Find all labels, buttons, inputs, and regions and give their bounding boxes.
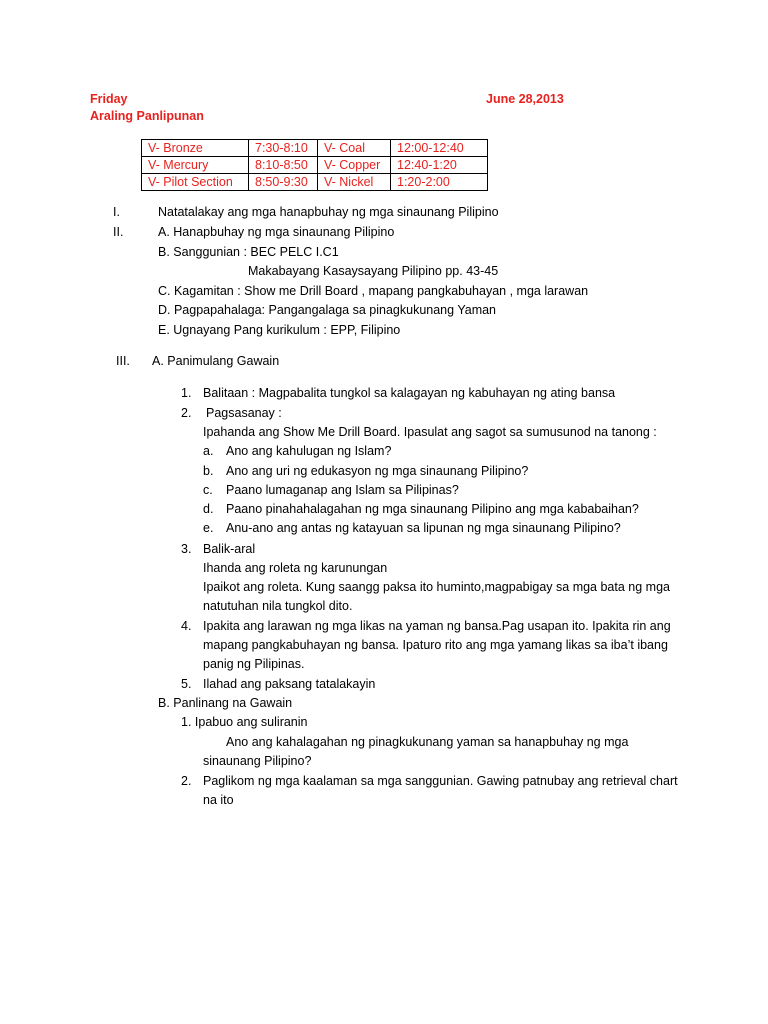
section-2-reference-book: Makabayang Kasaysayang Pilipino pp. 43-45 [248, 264, 499, 278]
list-item-text: mapang pangkabuhayan ng bansa. Ipaturo rito ang mga yamang likas sa iba’t ibang [203, 638, 668, 652]
section-2-reference: B. Sanggunian : BEC PELC I.C1 [158, 245, 339, 259]
section-2-topic: A. Hanapbuhay ng mga sinaunang Pilipino [158, 225, 395, 239]
question-letter: e. [203, 521, 214, 535]
question-text: Paano pinahahalagahan ng mga sinaunang Pilipino ang mga kababaihan? [226, 502, 639, 516]
table-cell: V- Copper [318, 157, 391, 174]
table-cell: 7:30-8:10 [249, 140, 318, 157]
list-item-text: Ipaikot ang roleta. Kung saangg paksa ito huminto,magpabigay sa mga bata ng mga [203, 580, 670, 594]
table-cell: V- Nickel [318, 174, 391, 191]
question-letter: a. [203, 444, 214, 458]
table-cell: 1:20-2:00 [391, 174, 488, 191]
section-2-materials: C. Kagamitan : Show me Drill Board , mapang pangkabuhayan , mga larawan [158, 284, 589, 298]
question-text: Paano lumaganap ang Islam sa Pilipinas? [226, 483, 459, 497]
list-item: Paglikom ng mga kaalaman sa mga sanggunian. Gawing patnubay ang retrieval chart [203, 774, 678, 788]
list-item-text: Ipahanda ang Show Me Drill Board. Ipasulat ang sagot sa sumusunod na tanong : [203, 425, 657, 439]
table-cell: 12:40-1:20 [391, 157, 488, 174]
list-item-text: sinaunang Pilipino? [203, 754, 312, 768]
question-letter: b. [203, 464, 214, 478]
table-cell: V- Bronze [142, 140, 249, 157]
day-label: Friday [90, 92, 128, 106]
table-row [142, 157, 488, 174]
list-item: Pagsasanay : [206, 406, 282, 420]
table-cell: V- Mercury [142, 157, 249, 174]
list-number: 5. [181, 677, 192, 691]
list-number: 2. [181, 774, 192, 788]
section-1-objective: Natatalakay ang mga hanapbuhay ng mga sinaunang Pilipino [158, 205, 499, 219]
table-cell: 8:50-9:30 [249, 174, 318, 191]
schedule-table [141, 139, 488, 191]
list-number: 4. [181, 619, 192, 633]
list-item: Balitaan : Magpabalita tungkol sa kalagayan ng kabuhayan ng ating bansa [203, 386, 616, 400]
question-text: Anu-ano ang antas ng katayuan sa lipunan ng mga sinaunang Pilipino? [226, 521, 621, 535]
list-number: 2. [181, 406, 192, 420]
table-cell: 8:10-8:50 [249, 157, 318, 174]
question-text: Ano ang uri ng edukasyon ng mga sinaunang Pilipino? [226, 464, 529, 478]
question-letter: d. [203, 502, 214, 516]
subject-title: Araling Panlipunan [90, 109, 204, 123]
section-3-b-title: B. Panlinang na Gawain [158, 696, 293, 710]
table-row [142, 174, 488, 191]
list-item-text: natutuhan nila tungkol dito. [203, 599, 353, 613]
question-text: Ano ang kahulugan ng Islam? [226, 444, 392, 458]
section-3-a-title: A. Panimulang Gawain [152, 354, 280, 368]
list-item-text: panig ng Pilipinas. [203, 657, 305, 671]
list-number: 1. [181, 386, 192, 400]
list-item: Ilahad ang paksang tatalakayin [203, 677, 376, 691]
list-number: 3. [181, 542, 192, 556]
section-1-number: I. [113, 205, 120, 219]
list-item-text: Ihanda ang roleta ng karunungan [203, 561, 388, 575]
section-2-values: D. Pagpapahalaga: Pangangalaga sa pinagkukunang Yaman [158, 303, 497, 317]
question-letter: c. [203, 483, 213, 497]
date-label: June 28,2013 [486, 92, 564, 106]
section-2-integration: E. Ugnayang Pang kurikulum : EPP, Filipino [158, 323, 401, 337]
section-2-number: II. [113, 225, 124, 239]
section-3-number: III. [116, 354, 130, 368]
list-item-text: na ito [203, 793, 234, 807]
list-item: 1. Ipabuo ang suliranin [181, 715, 308, 729]
list-item: Balik-aral [203, 542, 256, 556]
list-item: Ipakita ang larawan ng mga likas na yaman ng bansa.Pag usapan ito. Ipakita rin ang [203, 619, 671, 633]
table-row [142, 140, 488, 157]
list-item-text: Ano ang kahalagahan ng pinagkukunang yaman sa hanapbuhay ng mga [226, 735, 629, 749]
table-cell: V- Pilot Section [142, 174, 249, 191]
table-cell: 12:00-12:40 [391, 140, 488, 157]
table-cell: V- Coal [318, 140, 391, 157]
